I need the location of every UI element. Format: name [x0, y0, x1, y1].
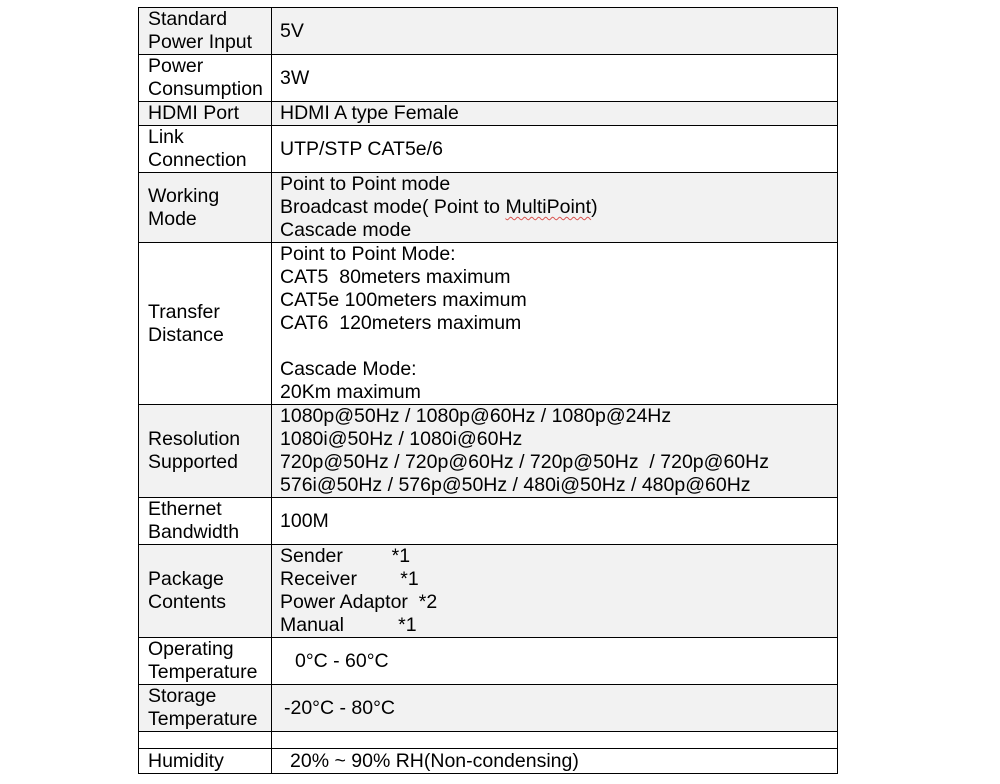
spacer-cell: [272, 732, 838, 749]
spec-row-working-mode: [139, 173, 838, 243]
specifications-table: [138, 7, 838, 774]
blank-line: [280, 335, 837, 358]
spec-row-link-connection: [139, 126, 838, 173]
spec-value: HDMI A type Female: [272, 102, 838, 126]
spec-row-resolution-supported: [139, 405, 838, 498]
spec-row-operating-temperature: [139, 638, 838, 685]
spec-value: 3W: [272, 55, 838, 102]
spec-label: Resolution Supported: [139, 405, 272, 498]
spec-label: Transfer Distance: [139, 243, 272, 405]
spec-value: 5V: [272, 8, 838, 55]
spec-row-ethernet-bandwidth: [139, 498, 838, 545]
spec-value: -20°C - 80°C: [272, 685, 838, 732]
spec-value: 1080p@50Hz / 1080p@60Hz / 1080p@24Hz 1080i@50Hz / 1080i@60Hz 720p@50Hz / 720p@60Hz / 720p@50Hz / 720p@60Hz 576i@50Hz / 576p@50Hz / 480i@50Hz / 480p@60Hz: [272, 405, 838, 498]
spec-value: 0°C - 60°C: [272, 638, 838, 685]
spec-row-standard-power-input: [139, 8, 838, 55]
spec-label: Link Connection: [139, 126, 272, 173]
spec-value: Sender *1 Receiver *1 Power Adaptor *2 Manual *1: [272, 545, 838, 638]
spec-label: Working Mode: [139, 173, 272, 243]
spec-value: 20% ~ 90% RH(Non-condensing): [272, 749, 838, 774]
spec-row-storage-temperature: [139, 685, 838, 732]
spec-label: Ethernet Bandwidth: [139, 498, 272, 545]
spec-label: Storage Temperature: [139, 685, 272, 732]
spec-row-power-consumption: [139, 55, 838, 102]
spec-label: Standard Power Input: [139, 8, 272, 55]
spec-label: HDMI Port: [139, 102, 272, 126]
spacer-cell: [139, 732, 272, 749]
spec-value: UTP/STP CAT5e/6: [272, 126, 838, 173]
broadcast-mode-line: Broadcast mode( Point to MultiPoint): [280, 196, 598, 218]
spec-value: 100M: [272, 498, 838, 545]
spellcheck-flagged-word: MultiPoint: [505, 196, 592, 218]
spec-row-package-contents: [139, 545, 838, 638]
spec-label: Humidity: [139, 749, 272, 774]
spec-label: Package Contents: [139, 545, 272, 638]
spec-row-humidity: [139, 749, 838, 774]
spec-row-hdmi-port: [139, 102, 838, 126]
spec-row-transfer-distance: [139, 243, 838, 405]
spec-label: Operating Temperature: [139, 638, 272, 685]
spec-value: Point to Point mode Broadcast mode( Point to MultiPoint) Cascade mode: [272, 173, 838, 243]
spec-value: Point to Point Mode: CAT5 80meters maximum CAT5e 100meters maximum CAT6 120meters maximum Cascade Mode: 20Km maximum: [272, 243, 838, 405]
spec-row-spacer: [139, 732, 838, 749]
spec-label: Power Consumption: [139, 55, 272, 102]
